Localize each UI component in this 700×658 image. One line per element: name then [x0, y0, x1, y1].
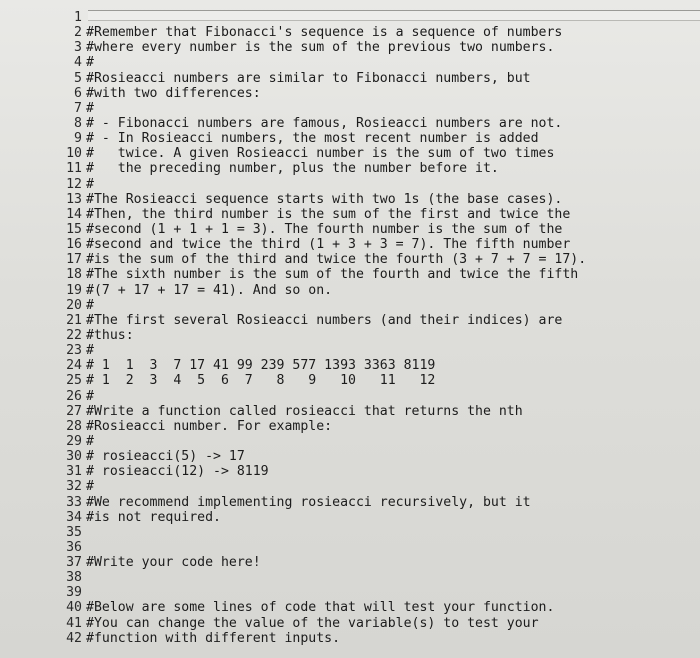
line-number: 27	[66, 403, 82, 419]
code-line[interactable]	[0, 631, 700, 646]
line-text[interactable]: # 1 1 3 7 17 41 99 239 577 1393 3363 8119	[86, 358, 436, 374]
line-text[interactable]: #	[86, 297, 94, 313]
code-line[interactable]	[0, 252, 700, 267]
code-line[interactable]	[0, 358, 700, 373]
line-text[interactable]: # rosieacci(12) -> 8119	[86, 464, 269, 480]
code-line[interactable]	[0, 389, 700, 404]
line-text[interactable]: #	[86, 100, 94, 116]
code-line[interactable]	[0, 267, 700, 282]
line-text[interactable]: #	[86, 176, 94, 192]
line-number: 21	[66, 312, 82, 328]
line-number: 42	[66, 630, 82, 646]
line-text[interactable]: #is not required.	[86, 509, 221, 525]
code-line[interactable]	[0, 479, 700, 494]
line-text[interactable]: #thus:	[86, 327, 134, 343]
line-text[interactable]: #Rosieacci numbers are similar to Fibonacci numbers, but	[86, 70, 531, 86]
line-text[interactable]: #	[86, 479, 94, 495]
line-number: 23	[66, 343, 82, 359]
line-number: 26	[66, 388, 82, 404]
line-number: 35	[66, 524, 82, 540]
line-number: 11	[66, 161, 82, 177]
code-line[interactable]	[0, 449, 700, 464]
code-line[interactable]	[0, 570, 700, 585]
line-number: 4	[74, 55, 82, 71]
line-number: 34	[66, 509, 82, 525]
line-text[interactable]: #Rosieacci number. For example:	[86, 418, 333, 434]
code-line[interactable]	[0, 464, 700, 479]
code-line[interactable]	[0, 40, 700, 55]
code-line[interactable]	[0, 55, 700, 70]
code-line[interactable]	[0, 192, 700, 207]
line-number: 33	[66, 494, 82, 510]
line-number: 1	[74, 10, 82, 25]
code-line[interactable]	[0, 131, 700, 146]
line-number: 31	[66, 464, 82, 480]
line-text[interactable]: # 1 2 3 4 5 6 7 8 9 10 11 12	[86, 373, 436, 389]
code-line[interactable]	[0, 585, 700, 600]
code-line[interactable]	[0, 71, 700, 86]
line-number: 30	[66, 449, 82, 465]
code-line[interactable]	[0, 101, 700, 116]
line-number: 13	[66, 191, 82, 207]
line-text[interactable]: #The sixth number is the sum of the fourth and twice the fifth	[86, 267, 579, 283]
line-text[interactable]: #with two differences:	[86, 85, 261, 101]
code-line[interactable]	[0, 146, 700, 161]
code-line[interactable]	[0, 25, 700, 40]
line-text[interactable]: #We recommend implementing rosieacci recursively, but it	[86, 494, 531, 510]
code-line[interactable]	[0, 222, 700, 237]
line-number: 41	[66, 615, 82, 631]
code-line[interactable]	[0, 495, 700, 510]
line-number: 6	[74, 85, 82, 101]
code-line[interactable]	[0, 434, 700, 449]
line-text[interactable]: #Below are some lines of code that will test your function.	[86, 600, 555, 616]
code-line[interactable]	[0, 177, 700, 192]
line-text[interactable]: #where every number is the sum of the previous two numbers.	[86, 40, 555, 56]
line-number: 18	[66, 267, 82, 283]
line-text[interactable]: #	[86, 55, 94, 71]
line-number: 17	[66, 252, 82, 268]
line-number: 19	[66, 282, 82, 298]
code-line[interactable]	[0, 328, 700, 343]
line-text[interactable]: #Remember that Fibonacci's sequence is a sequence of numbers	[86, 25, 563, 41]
code-area[interactable]	[0, 10, 700, 646]
line-text[interactable]: # rosieacci(5) -> 17	[86, 449, 245, 465]
code-line[interactable]	[0, 616, 700, 631]
line-text[interactable]: #The Rosieacci sequence starts with two 1s (the base cases).	[86, 191, 563, 207]
code-line[interactable]	[0, 343, 700, 358]
line-number: 15	[66, 221, 82, 237]
line-text[interactable]: # - Fibonacci numbers are famous, Rosieacci numbers are not.	[86, 115, 563, 131]
line-number: 3	[74, 40, 82, 56]
line-number: 36	[66, 539, 82, 555]
line-number: 8	[74, 115, 82, 131]
code-line[interactable]	[0, 313, 700, 328]
line-text[interactable]: # the preceding number, plus the number before it.	[86, 161, 499, 177]
line-number: 5	[74, 70, 82, 86]
line-text[interactable]: #Then, the third number is the sum of the first and twice the	[86, 206, 571, 222]
line-text[interactable]: #	[86, 343, 94, 359]
line-number: 10	[66, 146, 82, 162]
line-text[interactable]: #is the sum of the third and twice the fourth (3 + 7 + 7 = 17).	[86, 252, 587, 268]
code-line[interactable]	[0, 116, 700, 131]
line-text[interactable]: #second and twice the third (1 + 3 + 3 = 7). The fifth number	[86, 237, 571, 253]
line-text[interactable]: #Write a function called rosieacci that returns the nth	[86, 403, 523, 419]
line-number: 14	[66, 206, 82, 222]
line-text[interactable]: # - In Rosieacci numbers, the most recent number is added	[86, 131, 539, 147]
line-number: 25	[66, 373, 82, 389]
code-line[interactable]	[0, 298, 700, 313]
line-number: 40	[66, 600, 82, 616]
line-number: 20	[66, 297, 82, 313]
line-number: 7	[74, 100, 82, 116]
line-text[interactable]: #The first several Rosieacci numbers (and their indices) are	[86, 312, 563, 328]
line-number: 2	[74, 25, 82, 41]
line-number: 29	[66, 433, 82, 449]
line-number: 28	[66, 418, 82, 434]
line-number: 32	[66, 479, 82, 495]
code-line[interactable]	[0, 283, 700, 298]
code-line[interactable]	[0, 419, 700, 434]
code-line[interactable]	[0, 237, 700, 252]
code-line[interactable]	[0, 540, 700, 555]
line-text[interactable]: #function with different inputs.	[86, 630, 341, 646]
line-text[interactable]: #	[86, 388, 94, 404]
line-number: 16	[66, 237, 82, 253]
line-text[interactable]: #(7 + 17 + 17 = 41). And so on.	[86, 282, 333, 298]
code-line[interactable]	[0, 404, 700, 419]
code-line[interactable]	[0, 161, 700, 176]
line-number: 37	[66, 555, 82, 571]
code-line[interactable]	[0, 86, 700, 101]
line-text[interactable]: #	[86, 433, 94, 449]
line-text[interactable]: #second (1 + 1 + 1 = 3). The fourth number is the sum of the	[86, 221, 563, 237]
line-text[interactable]: #Write your code here!	[86, 555, 261, 571]
line-text[interactable]: #You can change the value of the variable(s) to test your	[86, 615, 539, 631]
line-number: 38	[66, 570, 82, 586]
code-line[interactable]	[0, 525, 700, 540]
code-line[interactable]	[0, 555, 700, 570]
code-line[interactable]	[0, 510, 700, 525]
line-text[interactable]: # twice. A given Rosieacci number is the sum of two times	[86, 146, 555, 162]
code-line[interactable]	[0, 10, 700, 25]
code-line[interactable]	[0, 600, 700, 615]
code-line[interactable]	[0, 207, 700, 222]
line-number: 22	[66, 327, 82, 343]
line-number: 39	[66, 585, 82, 601]
line-number: 9	[74, 131, 82, 147]
line-number: 12	[66, 176, 82, 192]
line-number: 24	[66, 358, 82, 374]
code-line[interactable]	[0, 373, 700, 388]
